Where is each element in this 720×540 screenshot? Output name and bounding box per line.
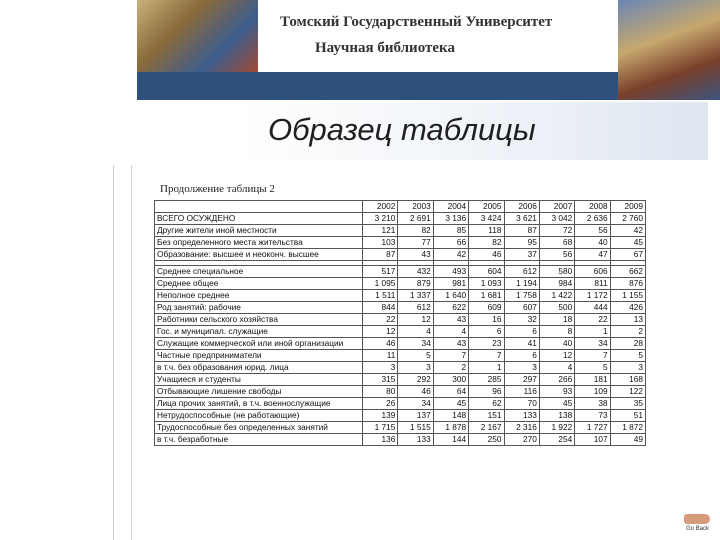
table-cell: 23 [469, 338, 504, 350]
table-cell: 1 095 [363, 278, 398, 290]
table-cell: 622 [433, 302, 468, 314]
table-cell: 3 [363, 362, 398, 374]
table-cell: 133 [398, 434, 433, 446]
table-cell: 2 [433, 362, 468, 374]
table-cell: 51 [610, 410, 645, 422]
table-row [155, 249, 646, 261]
table-cell: 34 [398, 398, 433, 410]
header-image-right [618, 0, 720, 100]
row-label: Среднее общее [155, 278, 363, 290]
table-cell: 67 [610, 249, 645, 261]
table-row [155, 374, 646, 386]
table-cell: 82 [398, 225, 433, 237]
table-cell: 270 [504, 434, 539, 446]
table-cell: 662 [610, 266, 645, 278]
table-cell: 151 [469, 410, 504, 422]
table-cell: 4 [433, 326, 468, 338]
table-cell: 3 [504, 362, 539, 374]
table-cell: 1 872 [610, 422, 645, 434]
slide-title: Образец таблицы [268, 112, 536, 147]
table-cell: 2 [610, 326, 645, 338]
table-cell: 118 [469, 225, 504, 237]
table-cell: 56 [575, 225, 610, 237]
table-cell: 11 [363, 350, 398, 362]
table-cell: 6 [469, 326, 504, 338]
row-label: Гос. и муниципал. служащие [155, 326, 363, 338]
table-cell: 250 [469, 434, 504, 446]
year-header: 2006 [504, 201, 539, 213]
university-name: Томский Государственный Университет [280, 14, 553, 30]
table-cell: 46 [398, 386, 433, 398]
table-cell: 64 [433, 386, 468, 398]
table-cell: 1 715 [363, 422, 398, 434]
table-cell: 500 [539, 302, 574, 314]
table-cell: 133 [504, 410, 539, 422]
table-cell: 103 [363, 237, 398, 249]
row-label: Без определенного места жительства [155, 237, 363, 249]
table-cell: 46 [469, 249, 504, 261]
table-cell: 981 [433, 278, 468, 290]
table-cell: 138 [539, 410, 574, 422]
table-row [155, 410, 646, 422]
table-cell: 1 172 [575, 290, 610, 302]
table-cell: 16 [469, 314, 504, 326]
table-cell: 426 [610, 302, 645, 314]
table-cell: 49 [610, 434, 645, 446]
table-cell: 107 [575, 434, 610, 446]
table-cell: 3 [398, 362, 433, 374]
table-cell: 40 [575, 237, 610, 249]
table-cell: 580 [539, 266, 574, 278]
row-label: Образование: высшее и неоконч. высшее [155, 249, 363, 261]
table-cell: 41 [504, 338, 539, 350]
row-label: Учащиеся и студенты [155, 374, 363, 386]
table-cell: 3 621 [504, 213, 539, 225]
table-cell: 109 [575, 386, 610, 398]
table-cell: 4 [398, 326, 433, 338]
table-cell: 13 [610, 314, 645, 326]
table-cell: 46 [363, 338, 398, 350]
data-table [154, 200, 646, 446]
table-cell: 12 [398, 314, 433, 326]
table-cell: 35 [610, 398, 645, 410]
table-cell: 139 [363, 410, 398, 422]
table-row [155, 362, 646, 374]
table-cell: 5 [610, 350, 645, 362]
row-label: ВСЕГО ОСУЖДЕНО [155, 213, 363, 225]
table-cell: 168 [610, 374, 645, 386]
table-cell: 612 [504, 266, 539, 278]
table-header-row [155, 201, 646, 213]
table-cell: 137 [398, 410, 433, 422]
table-cell: 4 [539, 362, 574, 374]
table-cell: 38 [575, 398, 610, 410]
table-cell: 315 [363, 374, 398, 386]
table-cell: 148 [433, 410, 468, 422]
table-cell: 43 [433, 314, 468, 326]
table-row [155, 326, 646, 338]
table-cell: 1 155 [610, 290, 645, 302]
table-cell: 121 [363, 225, 398, 237]
table-cell: 811 [575, 278, 610, 290]
table-row [155, 278, 646, 290]
table-cell: 297 [504, 374, 539, 386]
table-cell: 2 691 [398, 213, 433, 225]
table-caption: Продолжение таблицы 2 [160, 183, 275, 195]
table-cell: 609 [469, 302, 504, 314]
row-label: Трудоспособные без определенных занятий [155, 422, 363, 434]
row-label: Работники сельского хозяйства [155, 314, 363, 326]
table-cell: 28 [610, 338, 645, 350]
table-cell: 70 [504, 398, 539, 410]
table-cell: 1 [469, 362, 504, 374]
table-cell: 12 [539, 350, 574, 362]
table-cell: 45 [433, 398, 468, 410]
table-row [155, 237, 646, 249]
table-cell: 493 [433, 266, 468, 278]
row-label: Лица прочих занятий, в т.ч. военнослужащие [155, 398, 363, 410]
row-label: Частные предприниматели [155, 350, 363, 362]
table-cell: 85 [433, 225, 468, 237]
table-row [155, 225, 646, 237]
year-header: 2003 [398, 201, 433, 213]
table-cell: 7 [469, 350, 504, 362]
table-cell: 181 [575, 374, 610, 386]
table-row [155, 350, 646, 362]
table-cell: 116 [504, 386, 539, 398]
table-cell: 7 [433, 350, 468, 362]
table-cell: 22 [575, 314, 610, 326]
header-empty-cell [155, 201, 363, 213]
table-cell: 3 424 [469, 213, 504, 225]
table-cell: 254 [539, 434, 574, 446]
table-cell: 1 922 [539, 422, 574, 434]
table-cell: 3 [610, 362, 645, 374]
year-header: 2005 [469, 201, 504, 213]
table-cell: 2 760 [610, 213, 645, 225]
table-cell: 87 [363, 249, 398, 261]
table-cell: 66 [433, 237, 468, 249]
table-cell: 1 681 [469, 290, 504, 302]
table-cell: 136 [363, 434, 398, 446]
row-label: Род занятий: рабочие [155, 302, 363, 314]
table-row [155, 302, 646, 314]
table-cell: 2 167 [469, 422, 504, 434]
header-image-left [137, 0, 258, 72]
table-cell: 18 [539, 314, 574, 326]
table-cell: 984 [539, 278, 574, 290]
row-label: Другие жители иной местности [155, 225, 363, 237]
row-label: Отбывающие лишение свободы [155, 386, 363, 398]
table-cell: 56 [539, 249, 574, 261]
row-label: Нетрудоспособные (не работающие) [155, 410, 363, 422]
table-cell: 6 [504, 326, 539, 338]
table-cell: 3 210 [363, 213, 398, 225]
year-header: 2004 [433, 201, 468, 213]
table-cell: 34 [398, 338, 433, 350]
table-cell: 5 [575, 362, 610, 374]
table-cell: 26 [363, 398, 398, 410]
year-header: 2007 [539, 201, 574, 213]
table-cell: 37 [504, 249, 539, 261]
table-cell: 1 758 [504, 290, 539, 302]
table-cell: 1 093 [469, 278, 504, 290]
table-cell: 144 [433, 434, 468, 446]
table-cell: 22 [363, 314, 398, 326]
table-cell: 45 [539, 398, 574, 410]
table-row [155, 398, 646, 410]
table-row [155, 422, 646, 434]
table-cell: 34 [575, 338, 610, 350]
table-cell: 93 [539, 386, 574, 398]
table-cell: 285 [469, 374, 504, 386]
year-header: 2002 [363, 201, 398, 213]
row-label: Неполное среднее [155, 290, 363, 302]
row-label: в т.ч. без образования юрид. лица [155, 362, 363, 374]
go-back-button[interactable] [680, 512, 716, 536]
table-cell: 87 [504, 225, 539, 237]
table-cell: 879 [398, 278, 433, 290]
table-cell: 444 [575, 302, 610, 314]
table-cell: 6 [504, 350, 539, 362]
table-cell: 43 [398, 249, 433, 261]
table-cell: 73 [575, 410, 610, 422]
table-cell: 300 [433, 374, 468, 386]
year-header: 2009 [610, 201, 645, 213]
table-cell: 68 [539, 237, 574, 249]
table-cell: 96 [469, 386, 504, 398]
decor-line-right [131, 165, 132, 540]
table-cell: 77 [398, 237, 433, 249]
table-cell: 292 [398, 374, 433, 386]
header-title-area [258, 0, 618, 72]
table-cell: 32 [504, 314, 539, 326]
pointing-hand-icon [684, 514, 710, 524]
table-cell: 1 194 [504, 278, 539, 290]
table-cell: 3 136 [433, 213, 468, 225]
table-row [155, 386, 646, 398]
table-cell: 612 [398, 302, 433, 314]
table-cell: 45 [610, 237, 645, 249]
table-cell: 607 [504, 302, 539, 314]
table-cell: 40 [539, 338, 574, 350]
table-cell: 844 [363, 302, 398, 314]
table-cell: 122 [610, 386, 645, 398]
table-cell: 72 [539, 225, 574, 237]
table-cell: 82 [469, 237, 504, 249]
table-cell: 95 [504, 237, 539, 249]
table-cell: 606 [575, 266, 610, 278]
year-header: 2008 [575, 201, 610, 213]
table-cell: 7 [575, 350, 610, 362]
table-cell: 1 727 [575, 422, 610, 434]
library-name: Научная библиотека [315, 40, 455, 56]
table-row [155, 266, 646, 278]
table-cell: 5 [398, 350, 433, 362]
table-cell: 47 [575, 249, 610, 261]
table-row [155, 338, 646, 350]
table-cell: 604 [469, 266, 504, 278]
table-cell: 8 [539, 326, 574, 338]
table-cell: 2 316 [504, 422, 539, 434]
table-row [155, 314, 646, 326]
table-row [155, 213, 646, 225]
table-cell: 1 422 [539, 290, 574, 302]
table-cell: 1 511 [363, 290, 398, 302]
table-cell: 266 [539, 374, 574, 386]
table-cell: 432 [398, 266, 433, 278]
table-cell: 2 636 [575, 213, 610, 225]
table-cell: 1 640 [433, 290, 468, 302]
row-label: Среднее специальное [155, 266, 363, 278]
row-label: в т.ч. безработные [155, 434, 363, 446]
table-cell: 1 878 [433, 422, 468, 434]
table-cell: 1 337 [398, 290, 433, 302]
table-cell: 62 [469, 398, 504, 410]
table-cell: 12 [363, 326, 398, 338]
table-cell: 42 [433, 249, 468, 261]
table-row [155, 290, 646, 302]
table-cell: 3 042 [539, 213, 574, 225]
table-cell: 1 [575, 326, 610, 338]
table-cell: 876 [610, 278, 645, 290]
table-cell: 517 [363, 266, 398, 278]
table-cell: 1 515 [398, 422, 433, 434]
go-back-label: Go Back [686, 526, 710, 532]
row-label: Служащие коммерческой или иной организации [155, 338, 363, 350]
table-cell: 42 [610, 225, 645, 237]
table-row [155, 434, 646, 446]
decor-line-left [113, 165, 114, 540]
table-cell: 80 [363, 386, 398, 398]
table-cell: 43 [433, 338, 468, 350]
